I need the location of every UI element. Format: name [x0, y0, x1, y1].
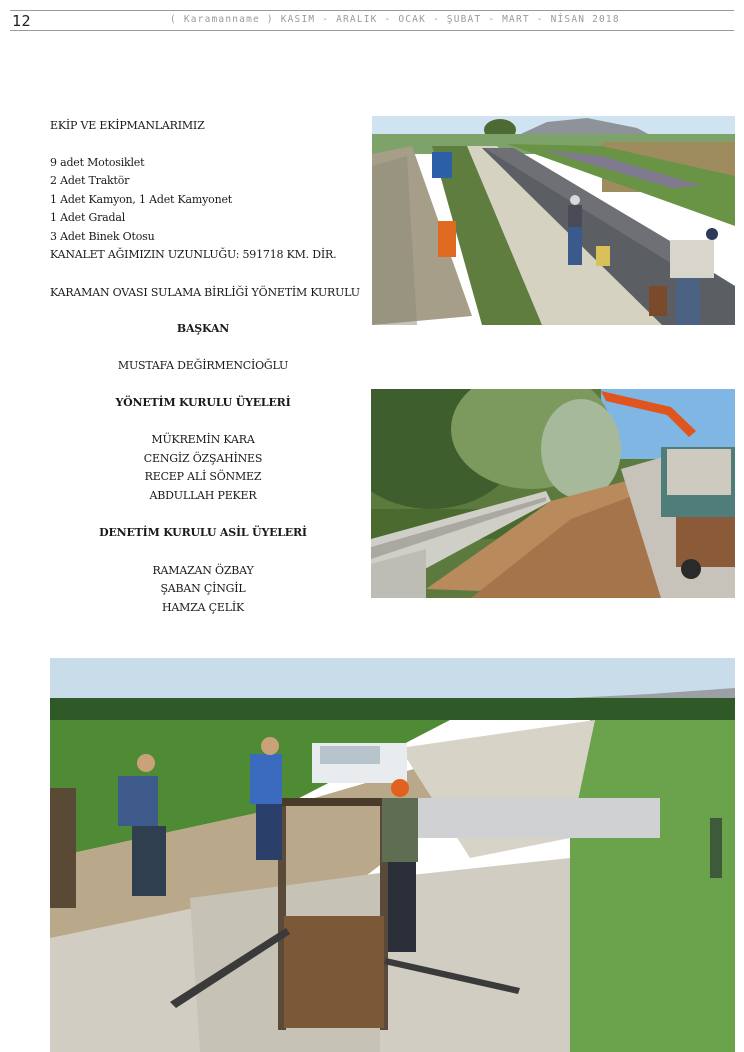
board-title: KARAMAN OVASI SULAMA BİRLİĞİ YÖNETİM KURULU: [50, 286, 360, 299]
equipment-item: 2 Adet Traktör: [50, 174, 130, 187]
equipment-item: 1 Adet Gradal: [50, 211, 126, 224]
president-heading: BAŞKAN: [176, 322, 230, 335]
header-rule-bottom: [10, 30, 734, 31]
audit-member-name: RAMAZAN ÖZBAY: [152, 564, 254, 577]
page-number: 12: [12, 12, 32, 30]
sluice-gate-photo: [50, 658, 735, 1052]
canal-construction-photo: [371, 389, 735, 598]
canal-workers-photo: [372, 116, 735, 325]
audit-member-name: HAMZA ÇELİK: [162, 601, 244, 614]
equipment-item: 3 Adet Binek Otosu: [50, 230, 155, 243]
running-head: ( Karamanname ) KASIM - ARALIK - OCAK - ŞUBAT - MART - NİSAN 2018: [170, 14, 620, 25]
equipment-heading: EKİP VE EKİPMANLARIMIZ: [50, 119, 205, 132]
members-heading: YÖNETİM KURULU ÜYELERİ: [115, 396, 291, 409]
member-name: RECEP ALİ SÖNMEZ: [144, 470, 262, 483]
member-name: MÜKREMİN KARA: [151, 433, 255, 446]
header-rule-top: [10, 10, 734, 11]
member-name: ABDULLAH PEKER: [149, 489, 257, 502]
audit-member-name: ŞABAN ÇİNGİL: [160, 582, 246, 595]
equipment-item: 9 adet Motosiklet: [50, 156, 145, 169]
equipment-item: 1 Adet Kamyon, 1 Adet Kamyonet: [50, 193, 232, 206]
member-name: CENGİZ ÖZŞAHİNES: [143, 452, 263, 465]
president-name: MUSTAFA DEĞİRMENCİOĞLU: [117, 359, 289, 372]
audit-heading: DENETİM KURULU ASİL ÜYELERİ: [99, 526, 307, 539]
canal-length: KANALET AĞIMIZIN UZUNLUĞU: 591718 KM. DİR.: [50, 248, 337, 261]
